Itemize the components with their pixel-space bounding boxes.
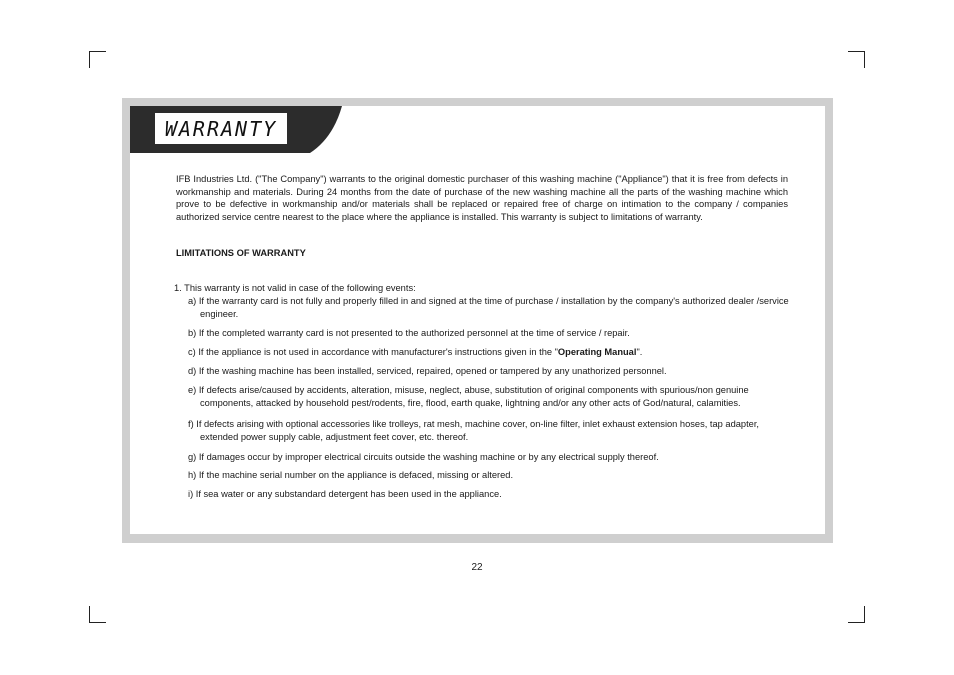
crop-mark-bottom-right [848, 606, 865, 623]
limitation-item-c [188, 346, 793, 359]
warranty-panel [130, 106, 825, 534]
limitation-item-b: b) If the completed warranty card is not presented to the authorized personnel at the time of service / repair. [188, 328, 630, 338]
crop-mark-top-left [89, 51, 106, 68]
crop-mark-top-right [848, 51, 865, 68]
limitation-item-d: d) If the washing machine has been installed, serviced, repaired, opened or tampered by any unathorized personnel. [188, 366, 667, 376]
limitation-item-g: g) If damages occur by improper electrical circuits outside the washing machine or by any electrical supply thereof. [188, 452, 659, 462]
page-number: 22 [471, 562, 483, 573]
limitation-item-a: a) If the warranty card is not fully and properly filled in and signed at the time of purchase / installation by the company's authorized dealer /service engineer. [188, 296, 789, 319]
limitations-heading: LIMITATIONS OF WARRANTY [176, 248, 306, 258]
limitation-item-f: f) If defects arising with optional accessories like trolleys, rat mesh, machine cover, on-line filter, inlet exhaust extension hoses, tap adapter, extended power supply cable, adjustment feet cover, etc. thereof. [188, 419, 760, 442]
operating-manual-reference: Operating Manual [557, 347, 637, 357]
limitation-item-h: h) If the machine serial number on the appliance is defaced, missing or altered. [188, 470, 514, 480]
warranty-frame [122, 98, 833, 543]
limitation-item-c-end: ". [636, 347, 643, 357]
limitation-item-i: i) If sea water or any substandard detergent has been used in the appliance. [188, 489, 502, 499]
limitation-item-c-text: c) If the appliance is not used in accordance with manufacturer's instructions given in the " [188, 347, 558, 357]
page-title: WARRANTY [155, 113, 287, 144]
limitation-item-e: e) If defects arise/caused by accidents, alteration, misuse, neglect, abuse, substitution of original components with spurious/non genuine components, attacked by household pest/rodents, fire, flood, earth quake, lightning and/or any other acts of God/natural, calamities. [188, 385, 749, 408]
limitations-intro: 1. This warranty is not valid in case of the following events: [174, 283, 416, 293]
warranty-statement: IFB Industries Ltd. ("The Company") warrants to the original domestic purchaser of this washing machine ("Appliance") that it is free from defects in workmanship and materials. During 24 months from the date of purchase of the new washing machine all the parts of the washing machine which prove to be defective in workmanship and/or materials shall be replaced or repaired free of charge on intimation to the company / companies authorized service centre nearest to the place where the appliance is installed. This warranty is subject to limitations of warranty. [176, 174, 788, 223]
crop-mark-bottom-left [89, 606, 106, 623]
